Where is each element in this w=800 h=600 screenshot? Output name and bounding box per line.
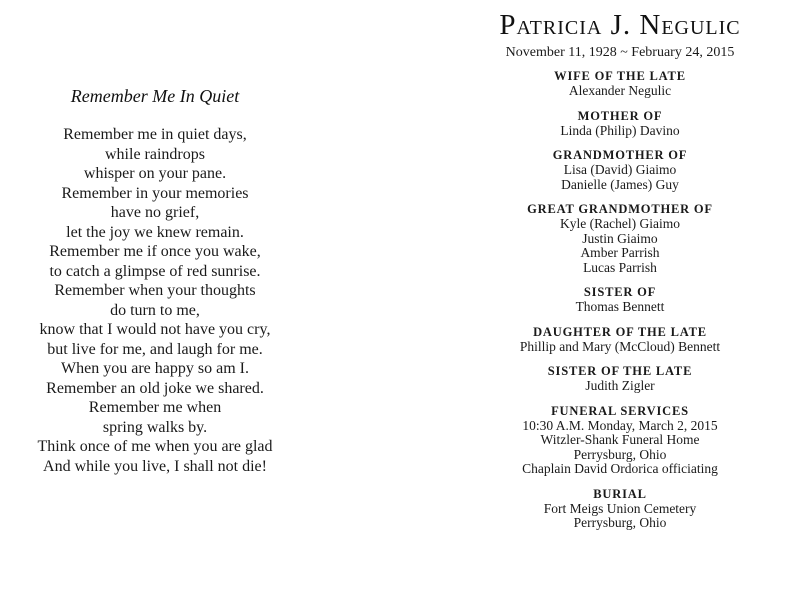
poem-line: have no grief, (110, 204, 200, 221)
section-line: 10:30 A.M. Monday, March 2, 2015 (522, 417, 718, 433)
section-line: Phillip and Mary (McCloud) Bennett (519, 338, 721, 354)
section-heading: MOTHER OF (577, 108, 663, 123)
poem-line: let the joy we knew remain. (66, 223, 244, 241)
poem-panel (0, 80, 310, 476)
obituary-section (440, 404, 800, 477)
obituary-section (440, 148, 800, 192)
section-line: Judith Zigler (585, 378, 655, 393)
section-heading: DAUGHTER OF THE LATE (533, 324, 707, 339)
obituary-section (440, 202, 800, 275)
section-line: Justin Giaimo (582, 230, 658, 246)
poem-line: Remember when your thoughts (54, 282, 256, 299)
poem-line: And while you live, I shall not die! (43, 457, 267, 475)
poem-line: to catch a glimpse of red sunrise. (49, 262, 261, 280)
section-line: Lisa (David) Giaimo (563, 162, 677, 177)
poem-line: know that I would not have you cry, (39, 321, 271, 338)
section-line: Chaplain David Ordorica officiating (522, 461, 718, 476)
obituary-section (440, 364, 800, 394)
deceased-name: Patricia J. Negulic (499, 9, 741, 41)
poem-line: Remember in your memories (61, 184, 249, 202)
poem-line: Remember me if once you wake, (49, 243, 261, 260)
section-line: Kyle (Rachel) Giaimo (560, 216, 680, 231)
section-line: Lucas Parrish (583, 259, 657, 275)
poem-line: do turn to me, (110, 301, 200, 319)
section-line: Perrysburg, Ohio (573, 515, 667, 530)
obituary-section (440, 285, 800, 315)
section-heading: GREAT GRANDMOTHER OF (527, 202, 713, 216)
obituary-section (440, 109, 800, 139)
poem-line: but live for me, and laugh for me. (47, 340, 263, 358)
poem-title: Remember Me In Quiet (70, 86, 240, 106)
section-heading: SISTER OF THE LATE (547, 364, 693, 378)
section-heading: BURIAL (593, 486, 647, 501)
section-line: Danielle (James) Guy (561, 176, 679, 192)
obituary-section (440, 325, 800, 355)
section-line: Linda (Philip) Davino (560, 122, 680, 138)
life-dates: November 11, 1928 ~ February 24, 2015 (505, 45, 735, 60)
section-line: Fort Meigs Union Cemetery (543, 500, 697, 516)
poem-line: Remember an old joke we shared. (46, 379, 264, 397)
section-heading: GRANDMOTHER OF (552, 148, 688, 162)
section-line: Thomas Bennett (575, 299, 665, 314)
poem-line: Think once of me when you are glad (37, 438, 273, 455)
obituary-section (440, 69, 800, 99)
poem-body (0, 125, 310, 476)
poem-line: Remember me in quiet days, (63, 126, 247, 143)
section-heading: FUNERAL SERVICES (551, 403, 689, 418)
poem-line: whisper on your pane. (83, 165, 227, 182)
section-line: Alexander Negulic (568, 83, 672, 98)
poem-line: spring walks by. (102, 418, 208, 436)
section-line: Witzler-Shank Funeral Home (540, 432, 700, 447)
poem-line: Remember me when (88, 399, 222, 416)
section-heading: WIFE OF THE LATE (554, 69, 686, 83)
obituary-section (440, 487, 800, 531)
obituary-sections (440, 69, 800, 531)
poem-line: while raindrops (105, 145, 205, 163)
section-heading: SISTER OF (583, 285, 657, 299)
section-line: Perrysburg, Ohio (573, 446, 667, 462)
section-line: Amber Parrish (580, 245, 660, 260)
poem-line: When you are happy so am I. (61, 360, 249, 377)
obituary-panel (440, 8, 800, 541)
